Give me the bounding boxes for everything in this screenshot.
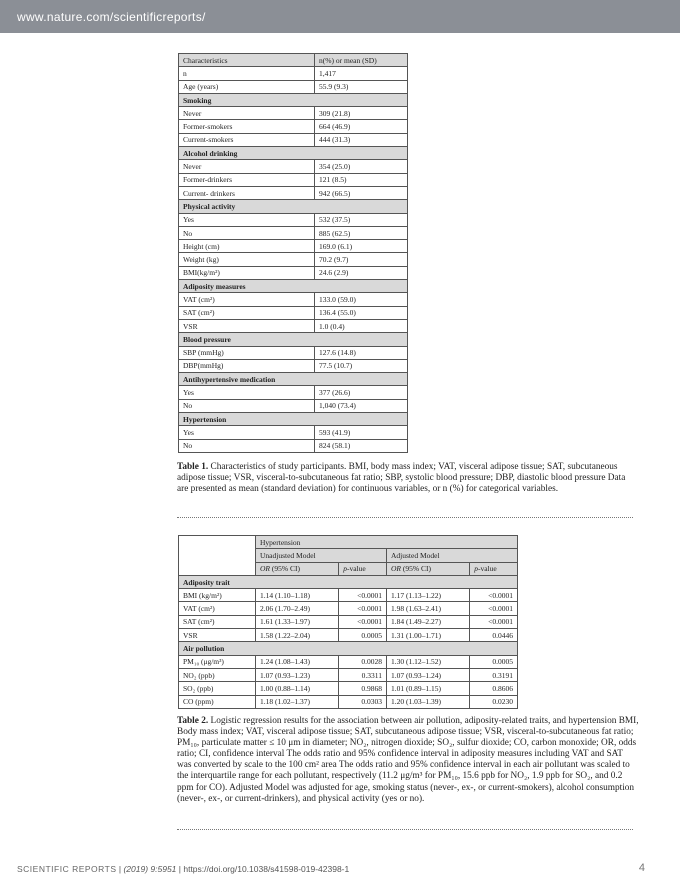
or-unadjusted: 1.24 (1.08–1.43) — [256, 655, 339, 668]
row-label: SAT (cm²) — [179, 306, 315, 319]
table-row — [179, 319, 408, 332]
table-row — [179, 133, 408, 146]
row-value: 532 (37.5) — [315, 213, 408, 226]
p-value-unadjusted: 0.0028 — [339, 655, 387, 668]
stat-header-p-adjusted: p-value — [470, 562, 518, 575]
table-1-header-row — [179, 54, 408, 67]
table-section-row — [179, 373, 408, 386]
row-label: VSR — [179, 629, 256, 642]
p-value-unadjusted: <0.0001 — [339, 602, 387, 615]
row-value: 121 (8.5) — [315, 173, 408, 186]
table-row — [179, 293, 408, 306]
row-label: Current-smokers — [179, 133, 315, 146]
row-label: No — [179, 226, 315, 239]
row-label: Yes — [179, 426, 315, 439]
p-value-adjusted: 0.0446 — [470, 629, 518, 642]
or-adjusted: 1.07 (0.93–1.24) — [386, 668, 469, 681]
row-value: 824 (58.1) — [315, 439, 408, 452]
table-2-corner — [179, 536, 256, 576]
section-title: Alcohol drinking — [179, 147, 408, 160]
page-number: 4 — [638, 862, 645, 874]
row-label: No — [179, 399, 315, 412]
row-label: Former-drinkers — [179, 173, 315, 186]
p-value-adjusted: 0.0005 — [470, 655, 518, 668]
row-label: SO₂ (ppb) — [179, 682, 256, 695]
divider — [177, 517, 633, 518]
table-2-caption-text: Logistic regression results for the association between air pollution, adiposity-related traits, and hypertension BMI, Body mass index; VAT, visceral adipose tissue; SAT, subcutaneous adipose tissue; VSR, visceral-to-subcutaneous fat ratio; PM₁₀, particulate matter ≤ 10 μm in diameter; NO₂, nitrogen dioxide; SO₂, sulfur dioxide; CO, carbon monoxide; OR, odds ratio; CI, confidence interval The odds ratio and 95% confidence interval in adiposity measures including VAT and SAT was converted by scale to the 100 cm² area The odds ratio and 95% confidence interval in each air pollutant was scaled to the interquartile range for each pollutant, respectively (11.2 μg/m³ for PM₁₀, 15.6 ppb for NO₂, 1.9 ppb for SO₂, and 0.2 ppm for CO). Adjusted Model was adjusted for age, smoking status (never-, ex-, or current-smokers), alcohol consumption (never-, ex-, or current-drinkers), and physical activity (yes or no). — [177, 716, 639, 804]
table-row — [179, 173, 408, 186]
p-value-adjusted: 0.0230 — [470, 695, 518, 708]
table-row — [179, 682, 518, 695]
table-2 — [178, 535, 518, 709]
or-unadjusted: 1.00 (0.88–1.14) — [256, 682, 339, 695]
footer-citation: (2019) 9:5951 — [123, 864, 177, 874]
or-adjusted: 1.20 (1.03–1.39) — [386, 695, 469, 708]
footer-separator: | — [178, 864, 184, 874]
table-row — [179, 629, 518, 642]
table-1 — [178, 53, 408, 453]
table-row — [179, 120, 408, 133]
table-row — [179, 67, 408, 80]
row-label: Yes — [179, 386, 315, 399]
divider — [177, 829, 633, 830]
table-1-body — [179, 67, 408, 453]
column-header-value: n(%) or mean (SD) — [315, 54, 408, 67]
row-value: 664 (46.9) — [315, 120, 408, 133]
p-value-adjusted: <0.0001 — [470, 589, 518, 602]
table-row — [179, 426, 408, 439]
row-value: 1,417 — [315, 67, 408, 80]
table-row — [179, 160, 408, 173]
row-label: No — [179, 439, 315, 452]
or-unadjusted: 1.14 (1.10–1.18) — [256, 589, 339, 602]
table-row — [179, 80, 408, 93]
model-header-adjusted: Adjusted Model — [386, 549, 517, 562]
row-label: VAT (cm²) — [179, 602, 256, 615]
table-section-row — [179, 333, 408, 346]
p-value-adjusted: <0.0001 — [470, 602, 518, 615]
row-value: 70.2 (9.7) — [315, 253, 408, 266]
table-row — [179, 359, 408, 372]
table-row — [179, 213, 408, 226]
row-value: 55.9 (9.3) — [315, 80, 408, 93]
p-value-unadjusted: <0.0001 — [339, 615, 387, 628]
or-adjusted: 1.17 (1.13–1.22) — [386, 589, 469, 602]
table-section-row — [179, 280, 408, 293]
table-1-caption-text: Characteristics of study participants. BMI, body mass index; VAT, visceral adipose tissue; SAT, subcutaneous adipose tissue; VSR, visceral-to-subcutaneous fat ratio; SBP, systolic blood pressure; DBP, diastolic blood pressure Data are presented as mean (standard deviation) for continuous variables, or n (%) for categorical variables. — [177, 462, 626, 495]
or-unadjusted: 1.61 (1.33–1.97) — [256, 615, 339, 628]
footer-journal: SCIENTIFIC REPORTS — [17, 864, 117, 874]
table-section-row — [179, 200, 408, 213]
or-adjusted: 1.30 (1.12–1.52) — [386, 655, 469, 668]
stat-header-p-unadjusted: p-value — [339, 562, 387, 575]
p-value-adjusted: <0.0001 — [470, 615, 518, 628]
row-label: Current- drinkers — [179, 186, 315, 199]
table-section-row — [179, 93, 408, 106]
table-2-caption-label: Table 2. — [177, 716, 209, 726]
table-2-body — [179, 575, 518, 708]
row-value: 169.0 (6.1) — [315, 240, 408, 253]
or-unadjusted: 1.07 (0.93–1.23) — [256, 668, 339, 681]
row-value: 133.0 (59.0) — [315, 293, 408, 306]
section-title: Physical activity — [179, 200, 408, 213]
or-unadjusted: 2.06 (1.70–2.49) — [256, 602, 339, 615]
table-row — [179, 386, 408, 399]
page-footer — [17, 864, 657, 874]
section-title: Air pollution — [179, 642, 518, 655]
header-bar — [0, 0, 680, 33]
row-label: Never — [179, 160, 315, 173]
row-label: PM₁₀ (μg/m³) — [179, 655, 256, 668]
row-value: 942 (66.5) — [315, 186, 408, 199]
or-adjusted: 1.84 (1.49–2.27) — [386, 615, 469, 628]
p-value-adjusted: 0.3191 — [470, 668, 518, 681]
row-label: Height (cm) — [179, 240, 315, 253]
row-value: 377 (26.6) — [315, 386, 408, 399]
section-title: Adiposity trait — [179, 575, 518, 588]
stat-header-or-unadjusted: OR (95% CI) — [256, 562, 339, 575]
row-label: VAT (cm²) — [179, 293, 315, 306]
row-label: Never — [179, 107, 315, 120]
model-header-unadjusted: Unadjusted Model — [256, 549, 387, 562]
p-value-adjusted: 0.8606 — [470, 682, 518, 695]
footer-doi-link[interactable]: https://doi.org/10.1038/s41598-019-42398-1 — [183, 864, 350, 874]
row-value: 1,040 (73.4) — [315, 399, 408, 412]
row-label: Weight (kg) — [179, 253, 315, 266]
row-value: 24.6 (2.9) — [315, 266, 408, 279]
table-row — [179, 668, 518, 681]
row-label: SAT (cm²) — [179, 615, 256, 628]
table-row — [179, 655, 518, 668]
footer-separator: | — [116, 864, 124, 874]
table-row — [179, 107, 408, 120]
or-adjusted: 1.01 (0.89–1.15) — [386, 682, 469, 695]
or-unadjusted: 1.58 (1.22–2.04) — [256, 629, 339, 642]
p-value-unadjusted: 0.9868 — [339, 682, 387, 695]
row-label: DBP(mmHg) — [179, 359, 315, 372]
group-header-hypertension: Hypertension — [256, 536, 518, 549]
table-row — [179, 226, 408, 239]
p-value-unadjusted: 0.3311 — [339, 668, 387, 681]
table-row — [179, 399, 408, 412]
section-title: Antihypertensive medication — [179, 373, 408, 386]
table-row — [179, 346, 408, 359]
row-label: Former-smokers — [179, 120, 315, 133]
table-row — [179, 602, 518, 615]
row-value: 136.4 (55.0) — [315, 306, 408, 319]
row-value: 127.6 (14.8) — [315, 346, 408, 359]
row-label: SBP (mmHg) — [179, 346, 315, 359]
or-adjusted: 1.31 (1.00–1.71) — [386, 629, 469, 642]
row-label: NO₂ (ppb) — [179, 668, 256, 681]
table-row — [179, 240, 408, 253]
section-title: Blood pressure — [179, 333, 408, 346]
or-unadjusted: 1.18 (1.02–1.37) — [256, 695, 339, 708]
journal-url[interactable]: www.nature.com/scientificreports/ — [17, 10, 206, 24]
stat-header-or-adjusted: OR (95% CI) — [386, 562, 469, 575]
table-2-caption — [177, 716, 639, 805]
row-label: CO (ppm) — [179, 695, 256, 708]
table-row — [179, 439, 408, 452]
table-row — [179, 615, 518, 628]
table-section-row — [179, 642, 518, 655]
row-label: VSR — [179, 319, 315, 332]
row-label: BMI (kg/m²) — [179, 589, 256, 602]
row-label: Age (years) — [179, 80, 315, 93]
table-row — [179, 253, 408, 266]
row-value: 1.0 (0.4) — [315, 319, 408, 332]
row-value: 309 (21.8) — [315, 107, 408, 120]
column-header-characteristics: Characteristics — [179, 54, 315, 67]
row-value: 444 (31.3) — [315, 133, 408, 146]
table-row — [179, 186, 408, 199]
row-value: 593 (41.9) — [315, 426, 408, 439]
p-value-unadjusted: 0.0005 — [339, 629, 387, 642]
table-section-row — [179, 147, 408, 160]
table-row — [179, 266, 408, 279]
row-value: 354 (25.0) — [315, 160, 408, 173]
p-value-unadjusted: <0.0001 — [339, 589, 387, 602]
table-section-row — [179, 413, 408, 426]
section-title: Hypertension — [179, 413, 408, 426]
section-title: Adiposity measures — [179, 280, 408, 293]
or-adjusted: 1.98 (1.63–2.41) — [386, 602, 469, 615]
table-1-caption — [177, 462, 637, 495]
table-section-row — [179, 575, 518, 588]
table-1-caption-label: Table 1. — [177, 462, 209, 472]
section-title: Smoking — [179, 93, 408, 106]
row-label: n — [179, 67, 315, 80]
table-row — [179, 306, 408, 319]
table-row — [179, 695, 518, 708]
table-row — [179, 589, 518, 602]
table-2-group-row — [179, 536, 518, 549]
row-value: 77.5 (10.7) — [315, 359, 408, 372]
row-label: Yes — [179, 213, 315, 226]
row-value: 885 (62.5) — [315, 226, 408, 239]
p-value-unadjusted: 0.0303 — [339, 695, 387, 708]
row-label: BMI(kg/m²) — [179, 266, 315, 279]
